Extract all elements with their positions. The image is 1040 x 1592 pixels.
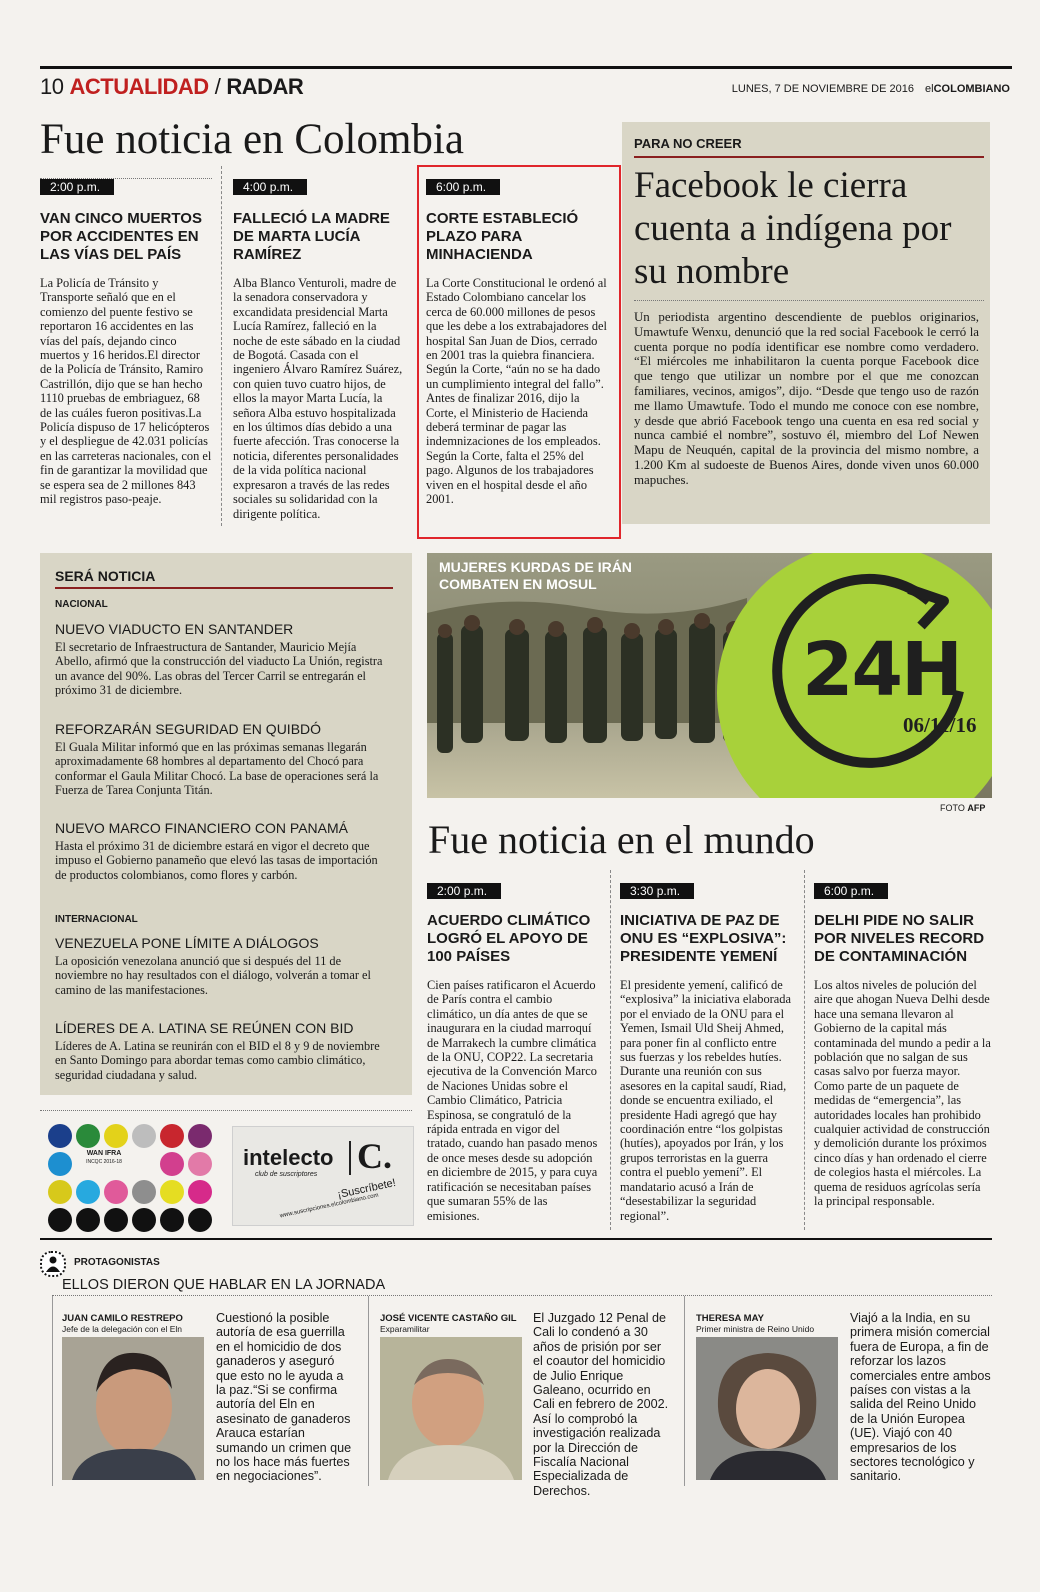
- story-headline: INICIATIVA DE PAZ DE ONU ES “EXPLOSIVA”: PRESIDENTE YEMENÍ: [620, 912, 787, 965]
- colombia-title: Fue noticia en Colombia: [40, 116, 464, 163]
- caption-line-2: COMBATEN EN MOSUL: [439, 576, 597, 592]
- person-divider: [684, 1296, 685, 1486]
- person-photo-3: [696, 1337, 838, 1480]
- item-headline: NUEVO VIADUCTO EN SANTANDER: [55, 621, 294, 637]
- role-text: Jefe de la delegación con el Eln: [62, 1324, 183, 1334]
- photo-caption: [439, 559, 632, 593]
- section-separator: /: [214, 74, 221, 99]
- credit-label: FOTO: [940, 803, 965, 813]
- intelecto-ad[interactable]: [232, 1126, 414, 1226]
- mundo-title: Fue noticia en el mundo: [428, 817, 815, 862]
- person-divider: [368, 1296, 369, 1486]
- item-headline: NUEVO MARCO FINANCIERO CON PANAMÁ: [55, 820, 348, 836]
- title-rule: [55, 587, 393, 589]
- time-rule: [40, 178, 212, 180]
- sera-item-5: [55, 1020, 383, 1082]
- name-text: THERESA MAY: [696, 1313, 764, 1324]
- intelecto-logo: intelecto: [243, 1145, 334, 1170]
- story-time: 2:00 p.m.: [427, 883, 501, 899]
- wan-ifra-logo: [46, 1122, 214, 1232]
- suscribete-label: ¡Suscríbete!: [336, 1176, 397, 1202]
- header-rule: [40, 66, 1012, 69]
- person-name: [380, 1313, 517, 1334]
- story-body: La Policía de Tránsito y Transporte señaló que en el comienzo del puente festivo se reportaron 16 accidentes en las vías del país, dejando cinco muertos y 16 heridos.El director de la Policía de Tránsito, Ramiro Castrillón, dijo que se han hecho 1110 pruebas de embriaguez, 68 de las cuáles fueron positivas.La Policía dispuso de 17 helicópteros y el despliegue de 42.031 policías en las carreteras nacionales, con el fin de garantizar la movilidad que se espera sea de 2 millones 843 mil registros paso-peaje.: [40, 276, 212, 507]
- story-headline: FALLECIÓ LA MADRE DE MARTA LUCÍA RAMÍREZ: [233, 210, 390, 263]
- person-name: [62, 1313, 183, 1334]
- colombia-story-3: [426, 178, 609, 507]
- tag-rule: [634, 156, 984, 158]
- item-body: El Guala Militar informó que en las próximas semanas llegarán aproximadamente 68 hombres al departamento del Chocó para conformar el Gaula Militar Chocó. La base de operaciones será la Fuerza de Tarea Conjunta Titán.: [55, 740, 379, 797]
- page-number: 10: [40, 74, 64, 99]
- section-header: [40, 74, 303, 100]
- person-photo-1: [62, 1337, 204, 1480]
- mundo-story-2: [620, 882, 795, 1223]
- badge-date: 06/11/16: [903, 713, 977, 737]
- story-time: 2:00 p.m.: [40, 179, 114, 195]
- credit-source: AFP: [967, 803, 986, 813]
- story-body: El presidente yemení, calificó de “explosiva” la iniciativa elaborada por el enviado de la ONU para el Yemen, Ismail Uld Sheij Ahmed, para poner fin al conflicto entre sus fuerzas y los rebeldes hutíes. Durante una reunión con sus asesores en la capital saudí, Riad, donde se encuentra exiliado, el presidente Hadi agregó que hay coordinación entre “los golpistas (hutíes), apoyados por Irán, y los grupos terroristas en la guerra contra el pueblo yemení”. El mandatario acusó a Irán de “desestabilizar la seguridad regional”.: [620, 978, 791, 1223]
- sera-item-4: [55, 935, 383, 997]
- colombia-story-2: [233, 178, 408, 521]
- para-no-creer-headline: Facebook le cierra cuenta a indígena por su nombre: [634, 165, 952, 292]
- sera-item-3: [55, 820, 383, 882]
- story-time: 4:00 p.m.: [233, 179, 307, 195]
- person-divider: [52, 1296, 53, 1486]
- intelecto-sub: club de suscriptores: [255, 1171, 318, 1178]
- story-time: 6:00 p.m.: [426, 179, 500, 195]
- c-logo: C.: [357, 1136, 392, 1176]
- photo-credit: [940, 803, 985, 813]
- badge-24h: 24H: [802, 627, 961, 713]
- role-text: Primer ministra de Reino Unido: [696, 1324, 815, 1334]
- sera-item-1: [55, 621, 383, 697]
- story-headline: DELHI PIDE NO SALIR POR NIVELES RECORD DE CONTAMINACIÓN: [814, 912, 985, 965]
- wan-sub: INCQC 2016-18: [86, 1159, 122, 1165]
- protagonistas-rule: [40, 1238, 992, 1240]
- subscription-url: www.suscripciones.elcolombiano.com: [279, 1192, 380, 1220]
- column-divider: [221, 166, 222, 526]
- item-body: Hasta el próximo 31 de diciembre estará en vigor el decreto que impuso el Gobierno panameño que elevó las tasas de importación de productos colombianos, como flores y carbón.: [55, 839, 378, 882]
- colombia-story-1: [40, 178, 212, 507]
- category-nacional: NACIONAL: [55, 599, 108, 610]
- title-rule: [52, 1295, 992, 1296]
- person-text: Viajó a la India, en su primera misión comercial fuera de Europa, a fin de reforzar los lazos comerciales entre ambos países con vistas a la salida del Reino Unido de la Unión Europea (UE). Viajó con 40 empresarios de los sectores tecnológico y sanitario.: [850, 1311, 991, 1484]
- story-headline: ACUERDO CLIMÁTICO LOGRÓ EL APOYO DE 100 PAÍSES: [427, 912, 591, 965]
- column-divider: [610, 870, 611, 1230]
- story-time: 3:30 p.m.: [620, 883, 694, 899]
- mundo-story-1: [427, 882, 599, 1223]
- story-headline: CORTE ESTABLECIÓ PLAZO PARA MINHACIENDA: [426, 210, 579, 263]
- person-photo-2: [380, 1337, 522, 1480]
- subsection-name: RADAR: [226, 74, 304, 99]
- para-no-creer-body: Un periodista argentino descendiente de pueblos originarios, Umawtufe Wenxu, denunció que la red social Facebook le cerró la cuenta porque no podía identificar ese nombre como verdadero. “El miércoles me inhabilitaron la cuenta porque Facebook dice que tengo que utilizar un nombre por el que me conozcan familiares, vecinos, amigos”, dijo. “Desde que tengo uso de razón me llamo Umawtufe. Todo el mundo me conoce con ese nombre, y desde que abrió Facebook tengo una cuenta en esa red social y nunca cambié el nombre”, sostuvo él, miembro del Lof Newen Mapu de Neuquén, capital de la provincia del mismo nombre, a 1.200 Km al sudoeste de Buenos Aires, donde viven unos 60.000 mapuches.: [634, 310, 979, 487]
- story-headline: VAN CINCO MUERTOS POR ACCIDENTES EN LAS VÍAS DEL PAÍS: [40, 210, 202, 263]
- mundo-story-3: [814, 882, 991, 1209]
- section-name: ACTUALIDAD: [69, 74, 209, 99]
- issue-date: LUNES, 7 DE NOVIEMBRE DE 2016: [731, 83, 914, 95]
- item-body: La oposición venezolana anunció que si después del 11 de noviembre no hay resultados con el diálogo, volverán a tomar el camino de las manifestaciones.: [55, 954, 371, 997]
- person-text: El Juzgado 12 Penal de Cali lo condenó a 30 años de prisión por ser el coautor del homicidio de Julio Enrique Galeano, ocurrido en Cali en febrero de 2002. Así lo comprobó la investigación realizada por la Dirección de Fiscalía Nacional Especializada de Derechos.: [533, 1311, 669, 1498]
- sera-item-2: [55, 721, 383, 797]
- brand-name: COLOMBIANO: [933, 83, 1010, 95]
- story-time: 6:00 p.m.: [814, 883, 888, 899]
- caption-line-1: MUJERES KURDAS DE IRÁN: [439, 559, 632, 575]
- logo-divider: [349, 1141, 351, 1175]
- ad-rule: [40, 1110, 412, 1111]
- item-headline: VENEZUELA PONE LÍMITE A DIÁLOGOS: [55, 935, 319, 951]
- brand-prefix: el: [925, 83, 934, 95]
- para-no-creer-box: [622, 122, 990, 524]
- name-text: JOSÉ VICENTE CASTAÑO GIL: [380, 1313, 517, 1324]
- story-body: Cien países ratificaron el Acuerdo de París contra el cambio climático, un día antes de que se inaugurara en la ciudad marroquí de Marrakech la cumbre climática de la ONU, COP22. La secretaria ejecutiva de la Convención Marco de Naciones Unidas sobre el Cambio Climático, Patricia Espinosa, se congratuló de la rápida entrada en vigor del tratado, cuando han pasado menos de once meses desde su adopción en diciembre de 2015, y para cuya ratificación se necesitaban países que sumaran 55% de las emisiones.: [427, 978, 598, 1223]
- column-divider: [804, 870, 805, 1230]
- sera-noticia-box: [40, 553, 412, 1095]
- protagonistas-tag: PROTAGONISTAS: [74, 1257, 160, 1268]
- dotted-rule: [634, 300, 984, 301]
- para-no-creer-tag: PARA NO CREER: [634, 136, 742, 151]
- wan-ifra-label: [76, 1150, 132, 1166]
- dateline: [732, 83, 1010, 95]
- story-body: La Corte Constitucional le ordenó al Estado Colombiano cancelar los cerca de 60.000 millones de pesos que les debe a los extrabajadores del hospital San Juan de Dios, cerrado en 2001 tras la quiebra financiera. Según la Corte, “aún no se ha dado un cumplimiento integral del fallo”. Antes de finalizar 2016, dijo la Corte, el Ministerio de Hacienda deberá terminar de pagar las indemnizaciones de los empleados. Según la Corte, falta el 25% del pago. Algunos de los trabajadores viven en el hospital desde el año 2001.: [426, 276, 607, 507]
- person-icon: [40, 1251, 66, 1277]
- protagonistas-title: ELLOS DIERON QUE HABLAR EN LA JORNADA: [62, 1277, 386, 1293]
- sera-noticia-title: SERÁ NOTICIA: [55, 568, 156, 584]
- item-headline: REFORZARÁN SEGURIDAD EN QUIBDÓ: [55, 721, 322, 737]
- item-body: El secretario de Infraestructura de Santander, Mauricio Mejía Abello, afirmó que la construcción del viaducto La Unión, registra un avance del 90%. Las obras del Tercer Carril se entregarán el próximo 31 de diciembre.: [55, 640, 383, 697]
- name-text: JUAN CAMILO RESTREPO: [62, 1313, 183, 1324]
- category-internacional: INTERNACIONAL: [55, 914, 138, 925]
- story-body: Los altos niveles de polución del aire que ahogan Nueva Delhi desde hace una semana llevaron al Gobierno de la capital más contaminada del mundo a pedir a la población que no salgan de sus casas salvo por fuerza mayor. Como parte de un paquete de medidas de “emergencia”, las autoridades locales han prohibido cualquier actividad de construcción y demolición durante los próximos cinco días y han ordenado el cierre de colegios hasta el miércoles. La quema de residuos agrícolas sería la principal responsable.: [814, 978, 991, 1209]
- news-photo: [427, 553, 992, 798]
- wan-label: WAN IFRA: [86, 1150, 122, 1157]
- item-body: Líderes de A. Latina se reunirán con el BID el 8 y 9 de noviembre en Santo Domingo para abordar temas como cambio climático, seguridad ciudadana y salud.: [55, 1039, 380, 1082]
- person-text: Cuestionó la posible autoría de esa guerrilla en el homicidio de dos ganaderos y aseguró que esto no le ayuda a la paz.“Si se confirma autoría del Eln en asesinato de ganaderos Arauca estarían sumando un crimen que no los hace más fuertes en negociaciones”.: [216, 1311, 352, 1484]
- person-name: [696, 1313, 814, 1334]
- story-body: Alba Blanco Venturoli, madre de la senadora conservadora y excandidata presidencial Marta Lucía Ramírez, falleció en la noche de este sábado en la ciudad de Bogotá. Casada con el ingeniero Álvaro Ramírez Suárez, con quien tuvo cuatro hijos, de ellos la mayor Marta Lucía, la señora Alba estuvo hospitalizada en los últimos días debido a una fuerte afección. Tras conocerse la noticia, diferentes personalidades de la vida política nacional expresaron a través de las redes sociales su solidaridad con la dirigente política.: [233, 276, 403, 521]
- item-headline: LÍDERES DE A. LATINA SE REÚNEN CON BID: [55, 1020, 354, 1036]
- role-text: Exparamilitar: [380, 1324, 430, 1334]
